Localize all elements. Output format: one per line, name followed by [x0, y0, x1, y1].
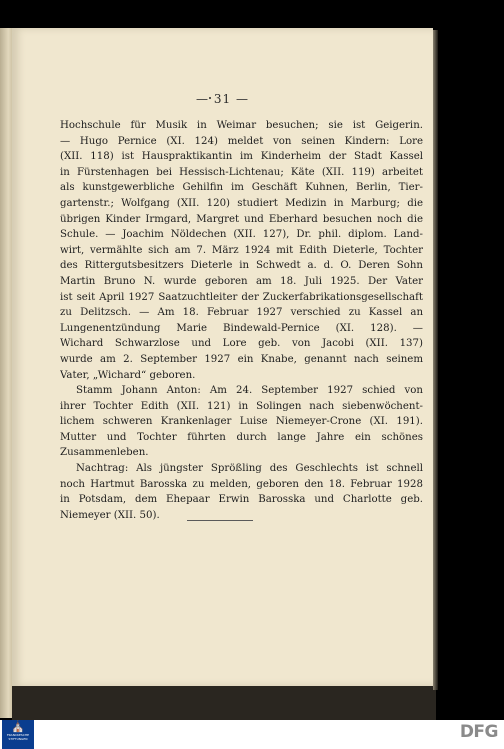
footer-bar — [0, 720, 504, 749]
page-edge-shadow — [433, 30, 438, 690]
library-logo[interactable] — [2, 720, 34, 749]
text-line: wurde am 2. September 1927 ein Knabe, genannt nach seinem — [60, 353, 423, 365]
dfg-logo[interactable]: DFG — [459, 722, 498, 742]
text-line: zu Delitzsch. — Am 18. Februar 1927 verschied zu Kassel an — [60, 307, 423, 319]
text-line: Wichard Schwarzlose und Lore geb. von Jacobi (XII. 137) — [60, 338, 423, 350]
text-line: Vater, „Wichard“ geboren. — [60, 369, 196, 381]
body-text — [60, 118, 423, 523]
closing-rule — [187, 520, 253, 521]
paragraph — [60, 118, 423, 383]
library-logo-text: FRANCKESCHE STIFTUNGEN — [6, 733, 30, 741]
text-line: ihrer Tochter Edith (XII. 121) in Solingen nach siebenwöchent- — [60, 400, 423, 412]
text-line: Lungenentzündung Marie Bindewald-Pernice (XI. 128). — — [60, 322, 423, 334]
text-line: Niemeyer (XII. 50). — [60, 509, 160, 521]
text-line: lichem schweren Krankenlager Luise Niemeyer-Crone (XI. 191). — [60, 416, 423, 428]
text-line: Hochschule für Musik in Weimar besuchen; sie ist Geigerin. — [60, 120, 423, 131]
page-number: — 31 — — [196, 92, 249, 106]
text-line: Nachtrag: Als jüngster Sprößling des Geschlechts ist schnell — [76, 463, 423, 475]
text-line: Stamm Johann Anton: Am 24. September 1927 schied von — [76, 385, 423, 397]
page-underlay — [12, 686, 436, 720]
left-page-edge — [0, 28, 12, 718]
text-line: ist seit April 1927 Saatzuchtleiter der Zuckerfabrikationsgesellschaft — [60, 291, 423, 303]
text-line: wirt, vermählte sich am 7. März 1924 mit Edith Dieterle, Tochter — [60, 244, 423, 256]
text-line: Schule. — Joachim Nöldechen (XII. 127), Dr. phil. diplom. Land- — [60, 229, 423, 241]
text-line: des Rittergutsbesitzers Dieterle in Schwedt a. d. O. Deren Sohn — [60, 260, 423, 272]
text-line: (XII. 118) ist Hauspraktikantin im Kinderheim der Stadt Kassel — [60, 151, 423, 163]
document-page — [12, 28, 433, 686]
paragraph — [60, 461, 423, 523]
text-line: gartenstr.; Wolfgang (XII. 120) studiert Medizin in Marburg; die — [60, 197, 423, 209]
text-line: Zusammenleben. — [60, 447, 149, 459]
text-line: — Hugo Pernice (XI. 124) meldet von seinen Kindern: Lore — [60, 135, 423, 147]
text-line: Martin Bruno N. wurde geboren am 18. Juli 1925. Der Vater — [60, 275, 423, 287]
text-line: Mutter und Tochter führten durch lange Jahre ein schönes — [60, 431, 423, 443]
paragraph — [60, 383, 423, 461]
text-line: übrigen Kinder Irmgard, Margret und Eberhard besuchen noch die — [60, 213, 423, 225]
text-line: in Potsdam, dem Ehepaar Erwin Barosska und Charlotte geb. — [60, 494, 423, 506]
library-logo-mark: ⛪ — [11, 720, 25, 733]
text-line: in Fürstenhagen bei Hessisch-Lichtenau; Käte (XII. 119) arbeitet — [60, 166, 423, 178]
text-line: noch Hartmut Barosska zu melden, geboren den 18. Februar 1928 — [60, 478, 423, 490]
text-line: als kunstgewerbliche Gehilfin im Geschäft Kuhnen, Berlin, Tier- — [60, 182, 423, 194]
